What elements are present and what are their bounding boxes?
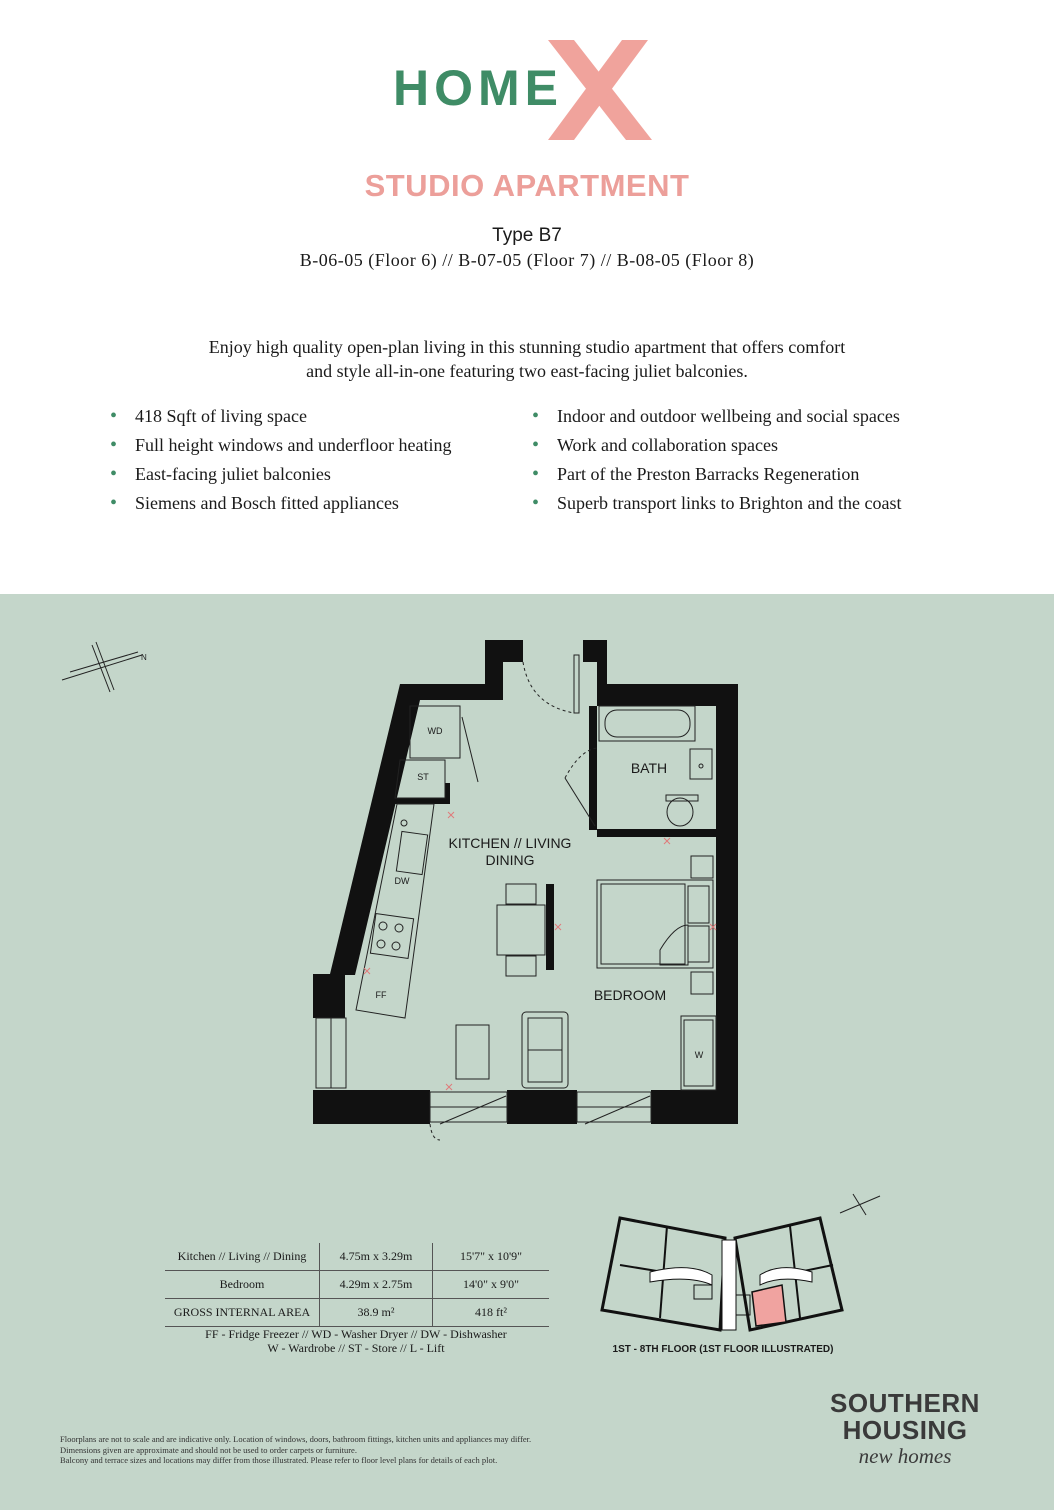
imperial-cell: 15'7" x 10'9" <box>433 1243 550 1271</box>
table-row <box>165 1299 549 1327</box>
disclaimer <box>60 1434 620 1466</box>
feature-item: • Indoor and outdoor wellbeing and social spaces <box>532 402 952 431</box>
logo-line-3: new homes <box>858 1444 952 1468</box>
abbreviations-line-1: FF - Fridge Freezer // WD - Washer Dryer // DW - Dishwasher <box>205 1327 507 1341</box>
intro-line-1: Enjoy high quality open-plan living in this stunning studio apartment that offers comfort <box>208 337 846 357</box>
dw-label: DW <box>394 876 410 886</box>
kitchen-label-line-2: DINING <box>485 852 535 868</box>
room-labels <box>376 726 704 1060</box>
abbreviations-key <box>165 1327 547 1355</box>
bullet-icon: • <box>532 463 540 485</box>
doors <box>427 655 650 1140</box>
feature-item: • Work and collaboration spaces <box>532 431 952 460</box>
room-name-cell: Bedroom <box>165 1271 320 1299</box>
page-title: STUDIO APARTMENT <box>364 168 690 203</box>
logo-home-text: HOME <box>393 60 563 116</box>
apartment-walls <box>313 640 738 1124</box>
bath-label: BATH <box>630 760 668 776</box>
st-label: ST <box>417 772 429 782</box>
ff-label: FF <box>375 990 387 1000</box>
feature-item: • Siemens and Bosch fitted appliances <box>110 489 510 518</box>
bullet-icon: • <box>110 492 118 514</box>
feature-item: • East-facing juliet balconies <box>110 460 510 489</box>
apartment-type: Type B7 <box>492 225 562 246</box>
imperial-cell: 14'0" x 9'0" <box>433 1271 550 1299</box>
disclaimer-line-2: Dimensions given are approximate and should not be used to order carpets or furniture. <box>60 1444 357 1455</box>
feature-item: • Superb transport links to Brighton and the coast <box>532 489 952 518</box>
southern-housing-logo <box>820 1390 990 1468</box>
kitchen-label-line-1: KITCHEN // LIVING <box>448 835 572 851</box>
bullet-icon: • <box>532 405 540 427</box>
room-name-cell: Kitchen // Living // Dining <box>165 1243 320 1271</box>
metric-cell: 4.75m x 3.29m <box>320 1243 433 1271</box>
bullet-icon: • <box>532 492 540 514</box>
compass-north-label: N <box>141 653 147 662</box>
bullet-icon: • <box>110 405 118 427</box>
feature-item: • Full height windows and underfloor heating <box>110 431 510 460</box>
imperial-cell: 418 ft² <box>433 1299 550 1327</box>
bullet-icon: • <box>532 434 540 456</box>
disclaimer-line-3: Balcony and terrace sizes and locations may differ from those illustrated. Please refer to floor level plans for details of each plot. <box>60 1455 498 1465</box>
key-floor-plan <box>602 1218 842 1330</box>
metric-cell: 38.9 m² <box>320 1299 433 1327</box>
feature-item: • 418 Sqft of living space <box>110 402 510 431</box>
key-plan-compass-icon <box>840 1194 880 1215</box>
logo-line-2: HOUSING <box>842 1415 968 1445</box>
plot-numbers: B-06-05 (Floor 6) // B-07-05 (Floor 7) // B-08-05 (Floor 8) <box>299 250 755 270</box>
floor-caption: 1ST - 8TH FLOOR (1ST FLOOR ILLUSTRATED) <box>612 1344 834 1355</box>
bullet-icon: • <box>110 463 118 485</box>
intro-line-2: and style all-in-one featuring two east-facing juliet balconies. <box>306 361 748 381</box>
disclaimer-line-1: Floorplans are not to scale and are indicative only. Location of windows, doors, bathroom fittings, kitchen units and appliances may differ. <box>60 1434 532 1444</box>
table-row <box>165 1271 549 1299</box>
room-dimensions-table <box>165 1243 549 1327</box>
logo-line-1: SOUTHERN <box>830 1388 980 1418</box>
metric-cell: 4.29m x 2.75m <box>320 1271 433 1299</box>
wd-label: WD <box>427 726 443 736</box>
bullet-icon: • <box>110 434 118 456</box>
room-name-cell: GROSS INTERNAL AREA <box>165 1299 320 1327</box>
table-row <box>165 1243 549 1271</box>
feature-item: • Part of the Preston Barracks Regeneration <box>532 460 952 489</box>
compass-icon <box>62 642 147 692</box>
w-label: W <box>694 1050 704 1060</box>
abbreviations-line-2: W - Wardrobe // ST - Store // L - Lift <box>267 1341 445 1355</box>
bedroom-label: BEDROOM <box>593 987 667 1003</box>
measurement-marks <box>364 812 716 1090</box>
